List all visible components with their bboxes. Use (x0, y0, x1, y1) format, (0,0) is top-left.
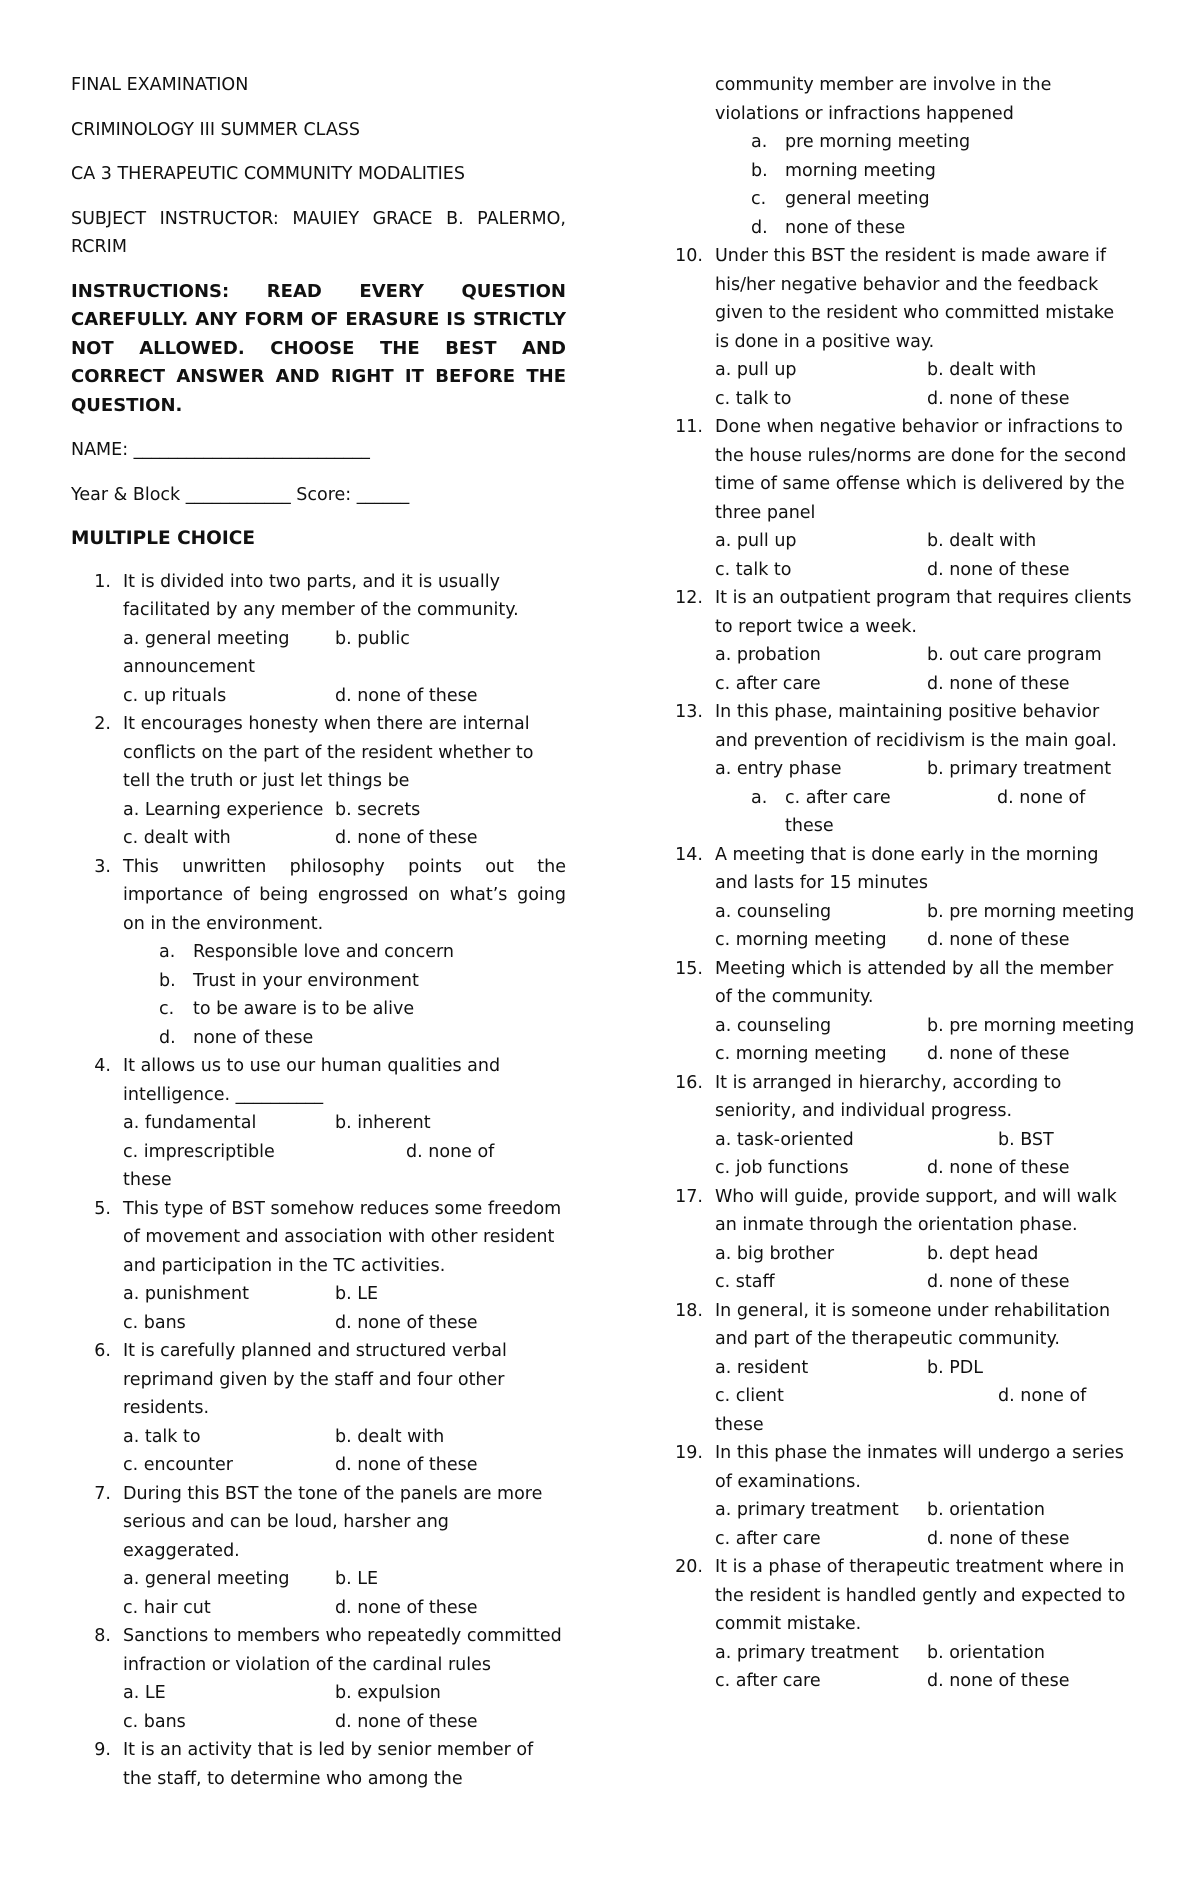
option-a (159, 938, 566, 967)
option-letter: a. (751, 132, 768, 152)
question-number: 1. (94, 571, 111, 592)
option-d: d. none of these (335, 1711, 478, 1732)
question-number: 2. (94, 714, 111, 734)
option-d: d. none of these (927, 1671, 1070, 1691)
option-b: b. primary treatment (927, 759, 1112, 779)
option-b: b. secrets (335, 799, 421, 820)
question-text: A meeting that is done early in the morning and lasts for 15 minutes (715, 844, 1099, 893)
option-c: c. imprescriptible (123, 1141, 275, 1162)
question-number: 10. (675, 246, 703, 266)
option-d: d. none of (998, 1386, 1087, 1406)
option-b: b. orientation (927, 1500, 1045, 1520)
option-letter: d. (751, 217, 768, 238)
question-15 (663, 955, 1133, 1069)
question-6 (71, 1337, 566, 1480)
option-d: d. none of these (335, 828, 478, 848)
option-d: d. none of these (335, 1455, 478, 1475)
option-a: a. punishment (123, 1284, 249, 1304)
option-c: c. bans (123, 1711, 186, 1732)
option-d: d. none of these (927, 559, 1070, 580)
question-2 (71, 710, 566, 853)
question-number: 8. (94, 1626, 111, 1646)
question-19 (663, 1439, 1133, 1553)
option-b: b. dealt with (927, 531, 1037, 551)
option-d: d. none of these (927, 388, 1070, 409)
option-b: b. dealt with (927, 360, 1037, 380)
question-13 (663, 698, 1133, 841)
question-12 (663, 584, 1133, 698)
option-a: a. LE (123, 1683, 166, 1703)
option-letter: b. (159, 970, 176, 991)
option-d: d. none of (997, 787, 1086, 808)
option-text: pre morning meeting (785, 132, 971, 152)
option-c: c. after care (715, 1671, 821, 1691)
option-b: b. LE (335, 1569, 379, 1589)
question-3 (71, 853, 566, 1053)
option-a: a. primary treatment (715, 1642, 899, 1663)
question-text: It is arranged in hierarchy, according to seniority, and individual progress. (715, 1072, 1062, 1121)
option-letter: c. (159, 999, 175, 1019)
option-a: a. counseling (715, 901, 832, 922)
option-c: c. bans (123, 1312, 186, 1333)
question-text: Meeting which is attended by all the member of the community. (715, 958, 1114, 1007)
option-a: a. resident (715, 1357, 809, 1378)
option-letter: b. (751, 160, 768, 181)
option-c: c. talk to (715, 559, 792, 580)
option-c: c. encounter (123, 1455, 233, 1475)
name-field: NAME: ___________________________ (71, 440, 370, 460)
option-c: c. up rituals (123, 685, 227, 706)
left-column (71, 71, 566, 1793)
option-text: none of these (785, 217, 906, 238)
question-14 (663, 841, 1133, 955)
question-number: 4. (94, 1056, 111, 1076)
option-d: d. none of these (927, 1272, 1070, 1292)
option-c (751, 185, 1133, 214)
exam-title: FINAL EXAMINATION (71, 75, 249, 95)
question-text: It is divided into two parts, and it is usually facilitated by any member of the community. (123, 571, 519, 620)
year-block-score-field: Year & Block ____________ Score: ______ (71, 484, 410, 505)
question-number: 15. (675, 958, 703, 979)
option-c: c. morning meeting (715, 930, 887, 950)
option-d: d. none of these (927, 1158, 1070, 1178)
option-b-cont: announcement (123, 657, 255, 677)
question-number: 19. (675, 1443, 703, 1463)
option-b: b. public (335, 628, 410, 649)
option-a: a. entry phase (715, 759, 842, 779)
option-b: b. BST (998, 1129, 1054, 1150)
option-a (751, 128, 1133, 157)
option-text: to be aware is to be alive (193, 999, 415, 1019)
instructions: INSTRUCTIONS: READ EVERY QUESTION CAREFULLY. ANY FORM OF ERASURE IS STRICTLY NOT ALLOWED. CHOOSE THE BEST AND CORRECT ANSWER AND RIGHT IT BEFORE THE QUESTION. (71, 280, 566, 416)
question-text: In this phase, maintaining positive behavior and prevention of recidivism is the main goal. (715, 702, 1117, 751)
question-9 (71, 1736, 566, 1793)
option-b: b. inherent (335, 1113, 431, 1133)
question-text: Under this BST the resident is made aware if his/her negative behavior and the feedback given to the resident who committed mistake is done in a positive way. (715, 246, 1115, 352)
question-number: 18. (675, 1300, 703, 1321)
option-b: b. dept head (927, 1243, 1039, 1264)
option-c: c. dealt with (123, 828, 231, 848)
question-number: 16. (675, 1072, 703, 1093)
option-c: c. job functions (715, 1158, 849, 1178)
option-letter: a. (159, 942, 176, 962)
option-text: morning meeting (785, 160, 936, 181)
question-text: This type of BST somehow reduces some freedom of movement and association with other resident and participation in the TC activities. (123, 1198, 562, 1276)
question-text: It is an activity that is led by senior member of the staff, to determine who among the (123, 1740, 534, 1789)
option-c: c. after care (715, 673, 821, 694)
question-9-continued (663, 71, 1133, 242)
question-text-cont: community member are involve in the violations or infractions happened (715, 75, 1052, 124)
question-text: Who will guide, provide support, and will walk an inmate through the orientation phase. (715, 1186, 1117, 1235)
question-text: It is an outpatient program that requires clients to report twice a week. (715, 588, 1132, 637)
question-10 (663, 242, 1133, 413)
option-a: a. fundamental (123, 1113, 257, 1133)
question-number: 11. (675, 417, 703, 437)
option-b: b. pre morning meeting (927, 901, 1135, 922)
option-b: b. orientation (927, 1642, 1045, 1663)
option-a: a. probation (715, 645, 821, 665)
option-d (159, 1024, 566, 1053)
option-b: b. PDL (927, 1357, 984, 1378)
question-text: In this phase the inmates will undergo a series of examinations. (715, 1443, 1124, 1492)
question-number: 13. (675, 702, 703, 722)
question-text: It is a phase of therapeutic treatment where in the resident is handled gently and expected to commit mistake. (715, 1557, 1126, 1634)
question-8 (71, 1622, 566, 1736)
question-5 (71, 1195, 566, 1338)
option-c: c. after care (715, 1528, 821, 1549)
question-20 (663, 1553, 1133, 1696)
option-b: b. expulsion (335, 1683, 441, 1703)
option-b (159, 967, 566, 996)
subject-code: CA 3 THERAPEUTIC COMMUNITY MODALITIES (71, 164, 465, 184)
section-title: MULTIPLE CHOICE (71, 528, 255, 549)
question-number: 6. (94, 1341, 111, 1361)
option-d-cont: these (785, 816, 834, 836)
question-4 (71, 1052, 566, 1195)
option-a: a. talk to (123, 1426, 201, 1447)
option-a: a. pull up (715, 531, 797, 551)
option-letter: a. (751, 787, 768, 808)
option-d: d. none of (406, 1141, 495, 1162)
option-d: d. none of these (335, 1312, 478, 1333)
option-c (159, 995, 566, 1024)
option-c: c. after care (785, 787, 891, 808)
question-18 (663, 1297, 1133, 1440)
option-d (751, 214, 1133, 243)
option-text: Trust in your environment (193, 970, 419, 991)
question-number: 3. (94, 856, 111, 877)
option-d: d. none of these (927, 930, 1070, 950)
question-number: 17. (675, 1186, 703, 1207)
option-d: d. none of these (335, 685, 478, 706)
option-d: d. none of these (927, 1528, 1070, 1549)
option-b: b. pre morning meeting (927, 1015, 1135, 1036)
option-b: b. out care program (927, 645, 1102, 665)
option-a: a. pull up (715, 360, 797, 380)
subject-instructor: SUBJECT INSTRUCTOR: MAUIEY GRACE B. PALERMO, RCRIM (71, 208, 566, 257)
option-d: d. none of these (335, 1597, 478, 1618)
option-d-cont: these (123, 1170, 172, 1190)
option-text: none of these (193, 1027, 314, 1048)
option-c: c. client (715, 1386, 784, 1406)
question-text: During this BST the tone of the panels are more serious and can be loud, harsher ang exaggerated. (123, 1483, 543, 1561)
option-c: c. talk to (715, 388, 792, 409)
option-a: a. big brother (715, 1243, 835, 1264)
option-letter: d. (159, 1027, 176, 1048)
option-a: a. task-oriented (715, 1129, 854, 1150)
option-a: a. primary treatment (715, 1500, 899, 1520)
option-spacer (335, 653, 566, 682)
question-text: It allows us to use our human qualities and intelligence. __________ (123, 1056, 501, 1105)
question-1 (71, 568, 566, 711)
question-text: It encourages honesty when there are internal conflicts on the part of the resident whether to tell the truth or just let things be (123, 714, 534, 791)
question-number: 7. (94, 1483, 111, 1504)
option-d-cont: these (715, 1414, 764, 1435)
question-number: 12. (675, 588, 703, 608)
option-list (751, 128, 1133, 242)
option-list (159, 938, 566, 1052)
option-text: Responsible love and concern (193, 942, 454, 962)
question-text: Sanctions to members who repeatedly committed infraction or violation of the cardinal rules (123, 1626, 562, 1675)
question-11 (663, 413, 1133, 584)
question-text: Done when negative behavior or infractions to the house rules/norms are done for the second time of same offense which is delivered by the three panel (715, 417, 1127, 523)
question-17 (663, 1183, 1133, 1297)
option-a: a. general meeting (123, 1569, 290, 1589)
question-number: 20. (675, 1557, 703, 1577)
question-text: In general, it is someone under rehabilitation and part of the therapeutic community. (715, 1300, 1111, 1349)
option-text: general meeting (785, 189, 930, 209)
option-a: a. Learning experience (123, 799, 324, 820)
option-c: c. staff (715, 1272, 775, 1292)
question-16 (663, 1069, 1133, 1183)
option-b: b. dealt with (335, 1426, 445, 1447)
right-column (663, 71, 1133, 1696)
question-number: 9. (94, 1740, 111, 1760)
option-a: a. general meeting (123, 628, 290, 649)
option-a: a. counseling (715, 1015, 832, 1036)
question-number: 5. (94, 1198, 111, 1219)
course-name: CRIMINOLOGY III SUMMER CLASS (71, 119, 361, 140)
option-c: c. hair cut (123, 1597, 211, 1618)
option-d: d. none of these (927, 673, 1070, 694)
option-b: b. LE (335, 1284, 379, 1304)
question-text: It is carefully planned and structured verbal reprimand given by the staff and four other residents. (123, 1341, 507, 1418)
option-c: c. morning meeting (715, 1044, 887, 1064)
option-letter: c. (751, 189, 767, 209)
option-b (751, 157, 1133, 186)
option-d: d. none of these (927, 1044, 1070, 1064)
question-7 (71, 1480, 566, 1623)
question-number: 14. (675, 844, 703, 865)
question-text: This unwritten philosophy points out the importance of being engrossed on what’s going on in the environment. (123, 856, 566, 934)
